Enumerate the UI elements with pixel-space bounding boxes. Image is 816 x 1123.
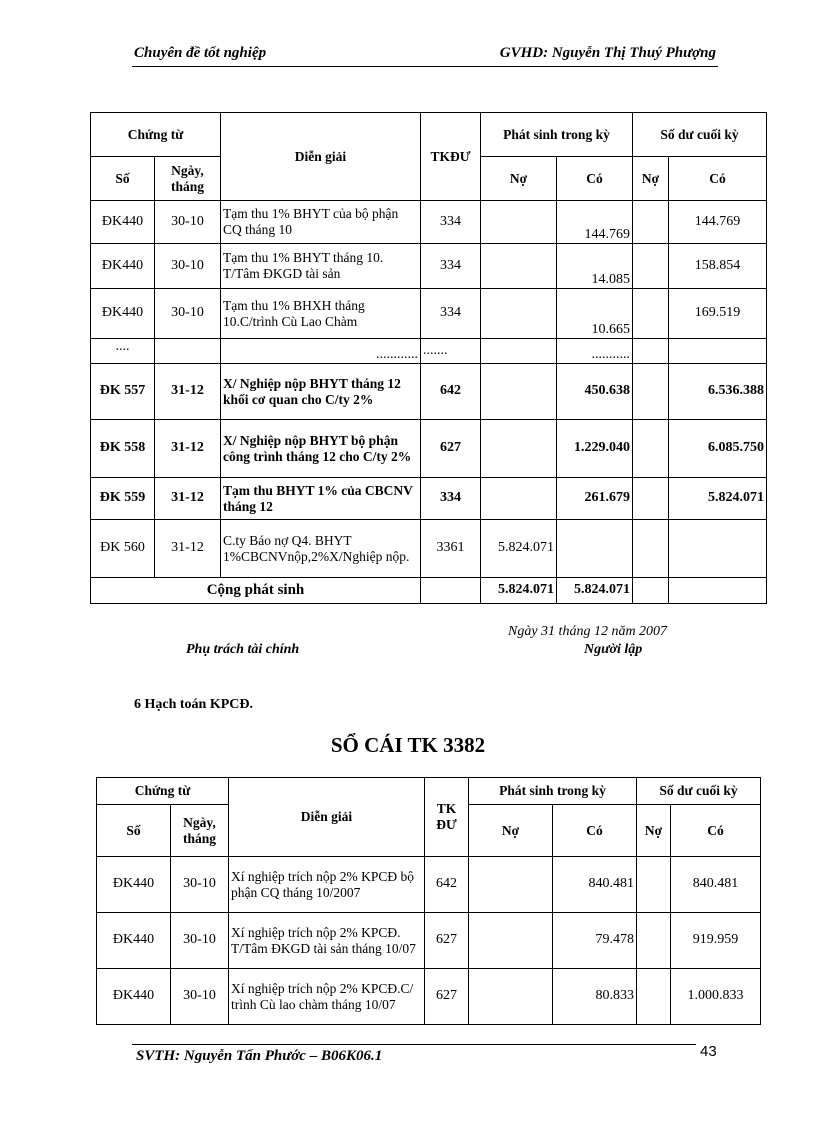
cell-no — [469, 969, 553, 1025]
signature-date: Ngày 31 tháng 12 năm 2007 — [508, 624, 668, 639]
cell-co: ........... — [557, 339, 633, 364]
total-co: 5.824.071 — [557, 578, 633, 604]
cell-tk: 627 — [425, 913, 469, 969]
cell-no: 5.824.071 — [481, 520, 557, 578]
header-du-co: Có — [669, 157, 767, 201]
cell-co — [557, 520, 633, 578]
cell-co: 10.665 — [557, 289, 633, 339]
cell-so: ĐK440 — [97, 969, 171, 1025]
cell-no — [481, 201, 557, 244]
header-ngay: Ngày, tháng — [155, 157, 221, 201]
total-tk-empty — [421, 578, 481, 604]
cell-desc: Tạm thu 1% BHYT tháng 10. T/Tâm ĐKGD tài sản — [221, 244, 421, 289]
cell-du-no — [637, 857, 671, 913]
cell-ngay: 30-10 — [155, 289, 221, 339]
total-label: Cộng phát sinh — [91, 578, 421, 604]
header-no: Nợ — [481, 157, 557, 201]
total-du-no — [633, 578, 669, 604]
header-phat-sinh: Phát sinh trong kỳ — [481, 113, 633, 157]
header-phat-sinh: Phát sinh trong kỳ — [469, 778, 637, 805]
cell-ngay: 30-10 — [171, 913, 229, 969]
cell-du-no — [637, 969, 671, 1025]
cell-no — [469, 857, 553, 913]
header-right: GVHD: Nguyễn Thị Thuý Phượng — [499, 45, 716, 61]
header-co: Có — [553, 805, 637, 857]
cell-ngay: 31-12 — [155, 520, 221, 578]
cell-so: ĐK 558 — [91, 420, 155, 478]
cell-desc: Xí nghiệp trích nộp 2% KPCĐ.C/ trình Cù lao chàm tháng 10/07 — [229, 969, 425, 1025]
header-du-co: Có — [671, 805, 761, 857]
cell-tk: 334 — [421, 244, 481, 289]
total-row — [91, 578, 767, 604]
cell-so: ĐK 557 — [91, 364, 155, 420]
table-row — [97, 857, 761, 913]
header-co: Có — [557, 157, 633, 201]
cell-co: 450.638 — [557, 364, 633, 420]
cell-no — [469, 913, 553, 969]
table-row — [97, 913, 761, 969]
cell-du-co: 5.824.071 — [669, 478, 767, 520]
cell-tk: 627 — [421, 420, 481, 478]
cell-ngay — [155, 339, 221, 364]
cell-desc: Tạm thu 1% BHXH tháng 10.C/trình Cù Lao Chàm — [221, 289, 421, 339]
table-row — [91, 478, 767, 520]
cell-so: ĐK 560 — [91, 520, 155, 578]
page-title: SỔ CÁI TK 3382 — [330, 733, 486, 757]
cell-du-no — [633, 339, 669, 364]
cell-tk: 334 — [421, 201, 481, 244]
cell-du-co: 6.085.750 — [669, 420, 767, 478]
cell-desc: Tạm thu 1% BHYT của bộ phận CQ tháng 10 — [221, 201, 421, 244]
cell-tk: 3361 — [421, 520, 481, 578]
cell-desc: Xí nghiệp trích nộp 2% KPCĐ bộ phận CQ tháng 10/2007 — [229, 857, 425, 913]
total-no: 5.824.071 — [481, 578, 557, 604]
cell-ngay: 31-12 — [155, 478, 221, 520]
table-row — [91, 289, 767, 339]
table-row — [91, 339, 767, 364]
cell-so: ĐK440 — [91, 201, 155, 244]
cell-du-co: 158.854 — [669, 244, 767, 289]
cell-du-no — [633, 201, 669, 244]
page-header — [132, 40, 718, 67]
cell-tk: 642 — [421, 364, 481, 420]
cell-desc: Tạm thu BHYT 1% của CBCNV tháng 12 — [221, 478, 421, 520]
cell-so: ĐK440 — [97, 913, 171, 969]
total-du-co — [669, 578, 767, 604]
header-tkdu: TK ĐƯ — [425, 778, 469, 857]
signature-right: Người lập — [584, 642, 643, 657]
cell-no — [481, 289, 557, 339]
cell-du-no — [633, 520, 669, 578]
cell-co: 80.833 — [553, 969, 637, 1025]
header-chung-tu: Chứng từ — [91, 113, 221, 157]
cell-ngay: 31-12 — [155, 420, 221, 478]
cell-du-co — [669, 520, 767, 578]
header-chung-tu: Chứng từ — [97, 778, 229, 805]
cell-du-no — [637, 913, 671, 969]
cell-ngay: 31-12 — [155, 364, 221, 420]
cell-desc: Xí nghiệp trích nộp 2% KPCĐ. T/Tâm ĐKGD tài sản tháng 10/07 — [229, 913, 425, 969]
cell-du-co: 6.536.388 — [669, 364, 767, 420]
cell-no — [481, 478, 557, 520]
cell-tk: 334 — [421, 289, 481, 339]
page-number: 43 — [700, 1043, 717, 1060]
cell-desc: ............ — [221, 339, 421, 364]
cell-du-co: 144.769 — [669, 201, 767, 244]
header-so-du: Số dư cuối kỳ — [633, 113, 767, 157]
cell-so: ĐK440 — [91, 289, 155, 339]
cell-ngay: 30-10 — [171, 969, 229, 1025]
section-heading: 6 Hạch toán KPCĐ. — [134, 697, 253, 712]
cell-tk: 627 — [425, 969, 469, 1025]
header-dien-giai: Diễn giải — [221, 113, 421, 201]
table-row — [91, 520, 767, 578]
cell-no — [481, 420, 557, 478]
cell-desc: X/ Nghiệp nộp BHYT tháng 12 khối cơ quan cho C/ty 2% — [221, 364, 421, 420]
header-tkdu: TKĐƯ — [421, 113, 481, 201]
cell-du-co: 1.000.833 — [671, 969, 761, 1025]
cell-du-no — [633, 420, 669, 478]
cell-co: 840.481 — [553, 857, 637, 913]
cell-tk: 642 — [425, 857, 469, 913]
cell-so: ĐK 559 — [91, 478, 155, 520]
cell-du-co: 169.519 — [669, 289, 767, 339]
cell-desc: C.ty Báo nợ Q4. BHYT 1%CBCNVnộp,2%X/Nghiệp nộp. — [221, 520, 421, 578]
header-left: Chuyên đề tốt nghiệp — [134, 45, 267, 61]
cell-tk: ....... — [421, 339, 481, 364]
cell-du-no — [633, 289, 669, 339]
cell-co: 261.679 — [557, 478, 633, 520]
cell-du-co — [669, 339, 767, 364]
cell-no — [481, 364, 557, 420]
cell-du-no — [633, 364, 669, 420]
cell-no — [481, 244, 557, 289]
cell-co: 14.085 — [557, 244, 633, 289]
cell-desc: X/ Nghiệp nộp BHYT bộ phận công trình tháng 12 cho C/ty 2% — [221, 420, 421, 478]
ledger-table-bhyt — [90, 112, 767, 604]
header-no: Nợ — [469, 805, 553, 857]
cell-no — [481, 339, 557, 364]
cell-so: ĐK440 — [91, 244, 155, 289]
ledger-table-kpcd — [96, 777, 761, 1025]
header-dien-giai: Diễn giải — [229, 778, 425, 857]
table-row — [91, 364, 767, 420]
cell-du-no — [633, 244, 669, 289]
header-ngay: Ngày, tháng — [171, 805, 229, 857]
header-so: Số — [97, 805, 171, 857]
cell-co: 79.478 — [553, 913, 637, 969]
header-so: Số — [91, 157, 155, 201]
cell-ngay: 30-10 — [155, 244, 221, 289]
header-du-no: Nợ — [633, 157, 669, 201]
cell-du-co: 919.959 — [671, 913, 761, 969]
table-row — [91, 420, 767, 478]
table-row — [91, 201, 767, 244]
cell-so: ĐK440 — [97, 857, 171, 913]
table-row — [97, 969, 761, 1025]
signature-left: Phụ trách tài chính — [186, 642, 300, 657]
cell-du-co: 840.481 — [671, 857, 761, 913]
cell-tk: 334 — [421, 478, 481, 520]
cell-ngay: 30-10 — [155, 201, 221, 244]
header-du-no: Nợ — [637, 805, 671, 857]
cell-ngay: 30-10 — [171, 857, 229, 913]
cell-co: 1.229.040 — [557, 420, 633, 478]
footer-author: SVTH: Nguyễn Tấn Phước – B06K06.1 — [136, 1048, 383, 1064]
cell-du-no — [633, 478, 669, 520]
cell-co: 144.769 — [557, 201, 633, 244]
cell-so: .... — [91, 339, 155, 364]
footer-divider — [132, 1044, 696, 1045]
header-so-du: Số dư cuối kỳ — [637, 778, 761, 805]
table-row — [91, 244, 767, 289]
